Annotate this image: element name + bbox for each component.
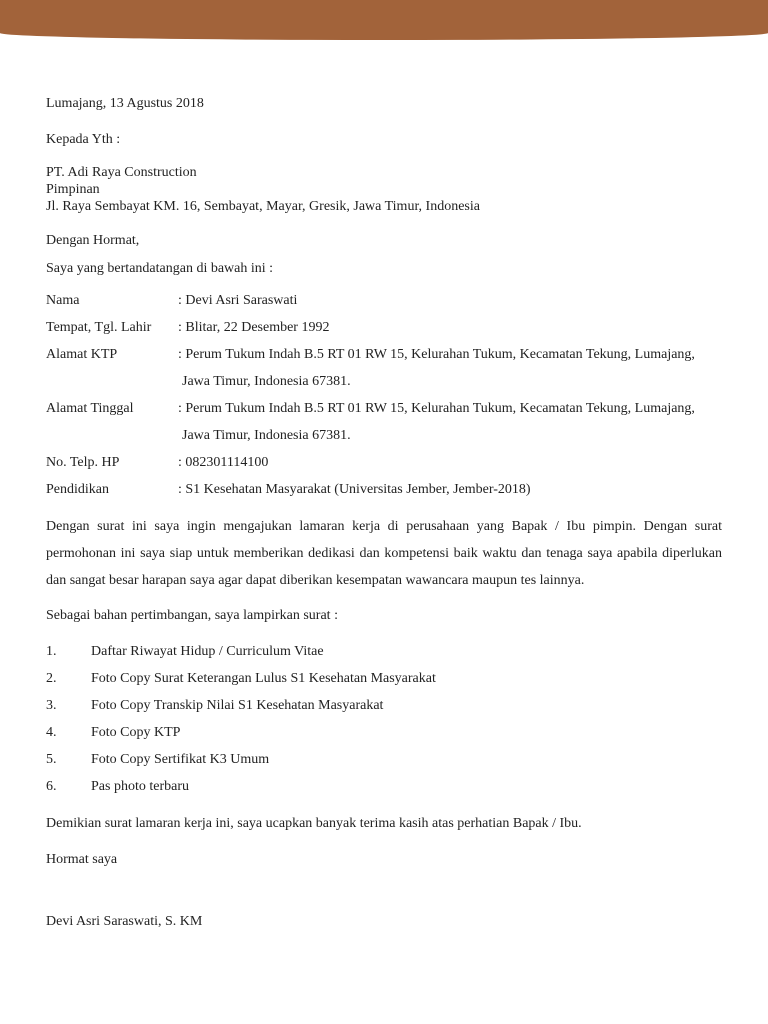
list-item xyxy=(46,692,722,719)
list-text: Foto Copy Surat Keterangan Lulus S1 Kesehatan Masyarakat xyxy=(91,671,436,686)
info-label: Alamat KTP xyxy=(46,347,118,362)
info-row-nama xyxy=(46,287,722,314)
personal-info xyxy=(46,287,722,503)
recipient-block xyxy=(46,164,722,215)
info-label: Alamat Tinggal xyxy=(46,401,134,416)
info-label: Pendidikan xyxy=(46,482,109,497)
to-label: Kepada Yth : xyxy=(46,132,121,147)
list-item xyxy=(46,665,722,692)
recipient-address: Jl. Raya Sembayat KM. 16, Sembayat, Mayar, Gresik, Jawa Timur, Indonesia xyxy=(46,199,480,214)
info-value-cont: Jawa Timur, Indonesia 67381. xyxy=(182,374,351,389)
list-text: Foto Copy KTP xyxy=(91,725,181,740)
attachments-intro: Sebagai bahan pertimbangan, saya lampirkan surat : xyxy=(46,608,338,623)
info-value: : S1 Kesehatan Masyarakat (Universitas Jember, Jember-2018) xyxy=(178,482,531,497)
letter-body xyxy=(46,94,722,932)
list-number: 5. xyxy=(46,752,57,767)
sign-off: Hormat saya xyxy=(46,852,118,867)
info-label: Nama xyxy=(46,293,80,308)
info-value: : Perum Tukum Indah B.5 RT 01 RW 15, Kelurahan Tukum, Kecamatan Tekung, Lumajang, xyxy=(178,401,695,416)
recipient-company: PT. Adi Raya Construction xyxy=(46,165,197,180)
body-paragraph: Dengan surat ini saya ingin mengajukan lamaran kerja di perusahaan yang Bapak / Ibu pimpin. Dengan surat permohonan ini saya siap untuk memberikan dedikasi dan kompetensi baik waktu dan tenaga saya apabila diperlukan dan sangat besar harapan saya agar dapat diberikan kesempatan wawancara maupun tes lainnya. xyxy=(46,519,722,588)
list-item xyxy=(46,746,722,773)
info-row-pendidikan xyxy=(46,476,722,503)
signature-name: Devi Asri Saraswati, S. KM xyxy=(46,914,203,929)
list-item xyxy=(46,773,722,800)
info-row-telp xyxy=(46,449,722,476)
list-text: Foto Copy Transkip Nilai S1 Kesehatan Masyarakat xyxy=(91,698,384,713)
list-item xyxy=(46,719,722,746)
info-value: : Devi Asri Saraswati xyxy=(178,293,298,308)
info-value: : Blitar, 22 Desember 1992 xyxy=(178,320,330,335)
info-value-block xyxy=(178,341,722,395)
info-label: Tempat, Tgl. Lahir xyxy=(46,320,152,335)
place-date: Lumajang, 13 Agustus 2018 xyxy=(46,96,204,111)
list-number: 2. xyxy=(46,671,57,686)
info-value: : 082301114100 xyxy=(178,455,269,470)
intro: Saya yang bertandatangan di bawah ini : xyxy=(46,261,274,276)
info-value: : Perum Tukum Indah B.5 RT 01 RW 15, Kelurahan Tukum, Kecamatan Tekung, Lumajang, xyxy=(178,347,695,362)
info-label: No. Telp. HP xyxy=(46,455,120,470)
list-number: 1. xyxy=(46,644,57,659)
attachment-list xyxy=(46,638,722,800)
info-value-cont: Jawa Timur, Indonesia 67381. xyxy=(182,428,351,443)
greeting: Dengan Hormat, xyxy=(46,233,140,248)
list-number: 4. xyxy=(46,725,57,740)
list-number: 6. xyxy=(46,779,57,794)
header-band xyxy=(0,0,768,40)
list-number: 3. xyxy=(46,698,57,713)
list-text: Foto Copy Sertifikat K3 Umum xyxy=(91,752,270,767)
info-value-block xyxy=(178,395,722,449)
closing-paragraph: Demikian surat lamaran kerja ini, saya ucapkan banyak terima kasih atas perhatian Bapak / Ibu. xyxy=(46,816,582,831)
list-text: Daftar Riwayat Hidup / Curriculum Vitae xyxy=(91,644,324,659)
recipient-position: Pimpinan xyxy=(46,182,100,197)
list-item xyxy=(46,638,722,665)
info-row-alamat-tinggal xyxy=(46,395,722,449)
info-row-ttl xyxy=(46,314,722,341)
list-text: Pas photo terbaru xyxy=(91,779,189,794)
info-row-alamat-ktp xyxy=(46,341,722,395)
